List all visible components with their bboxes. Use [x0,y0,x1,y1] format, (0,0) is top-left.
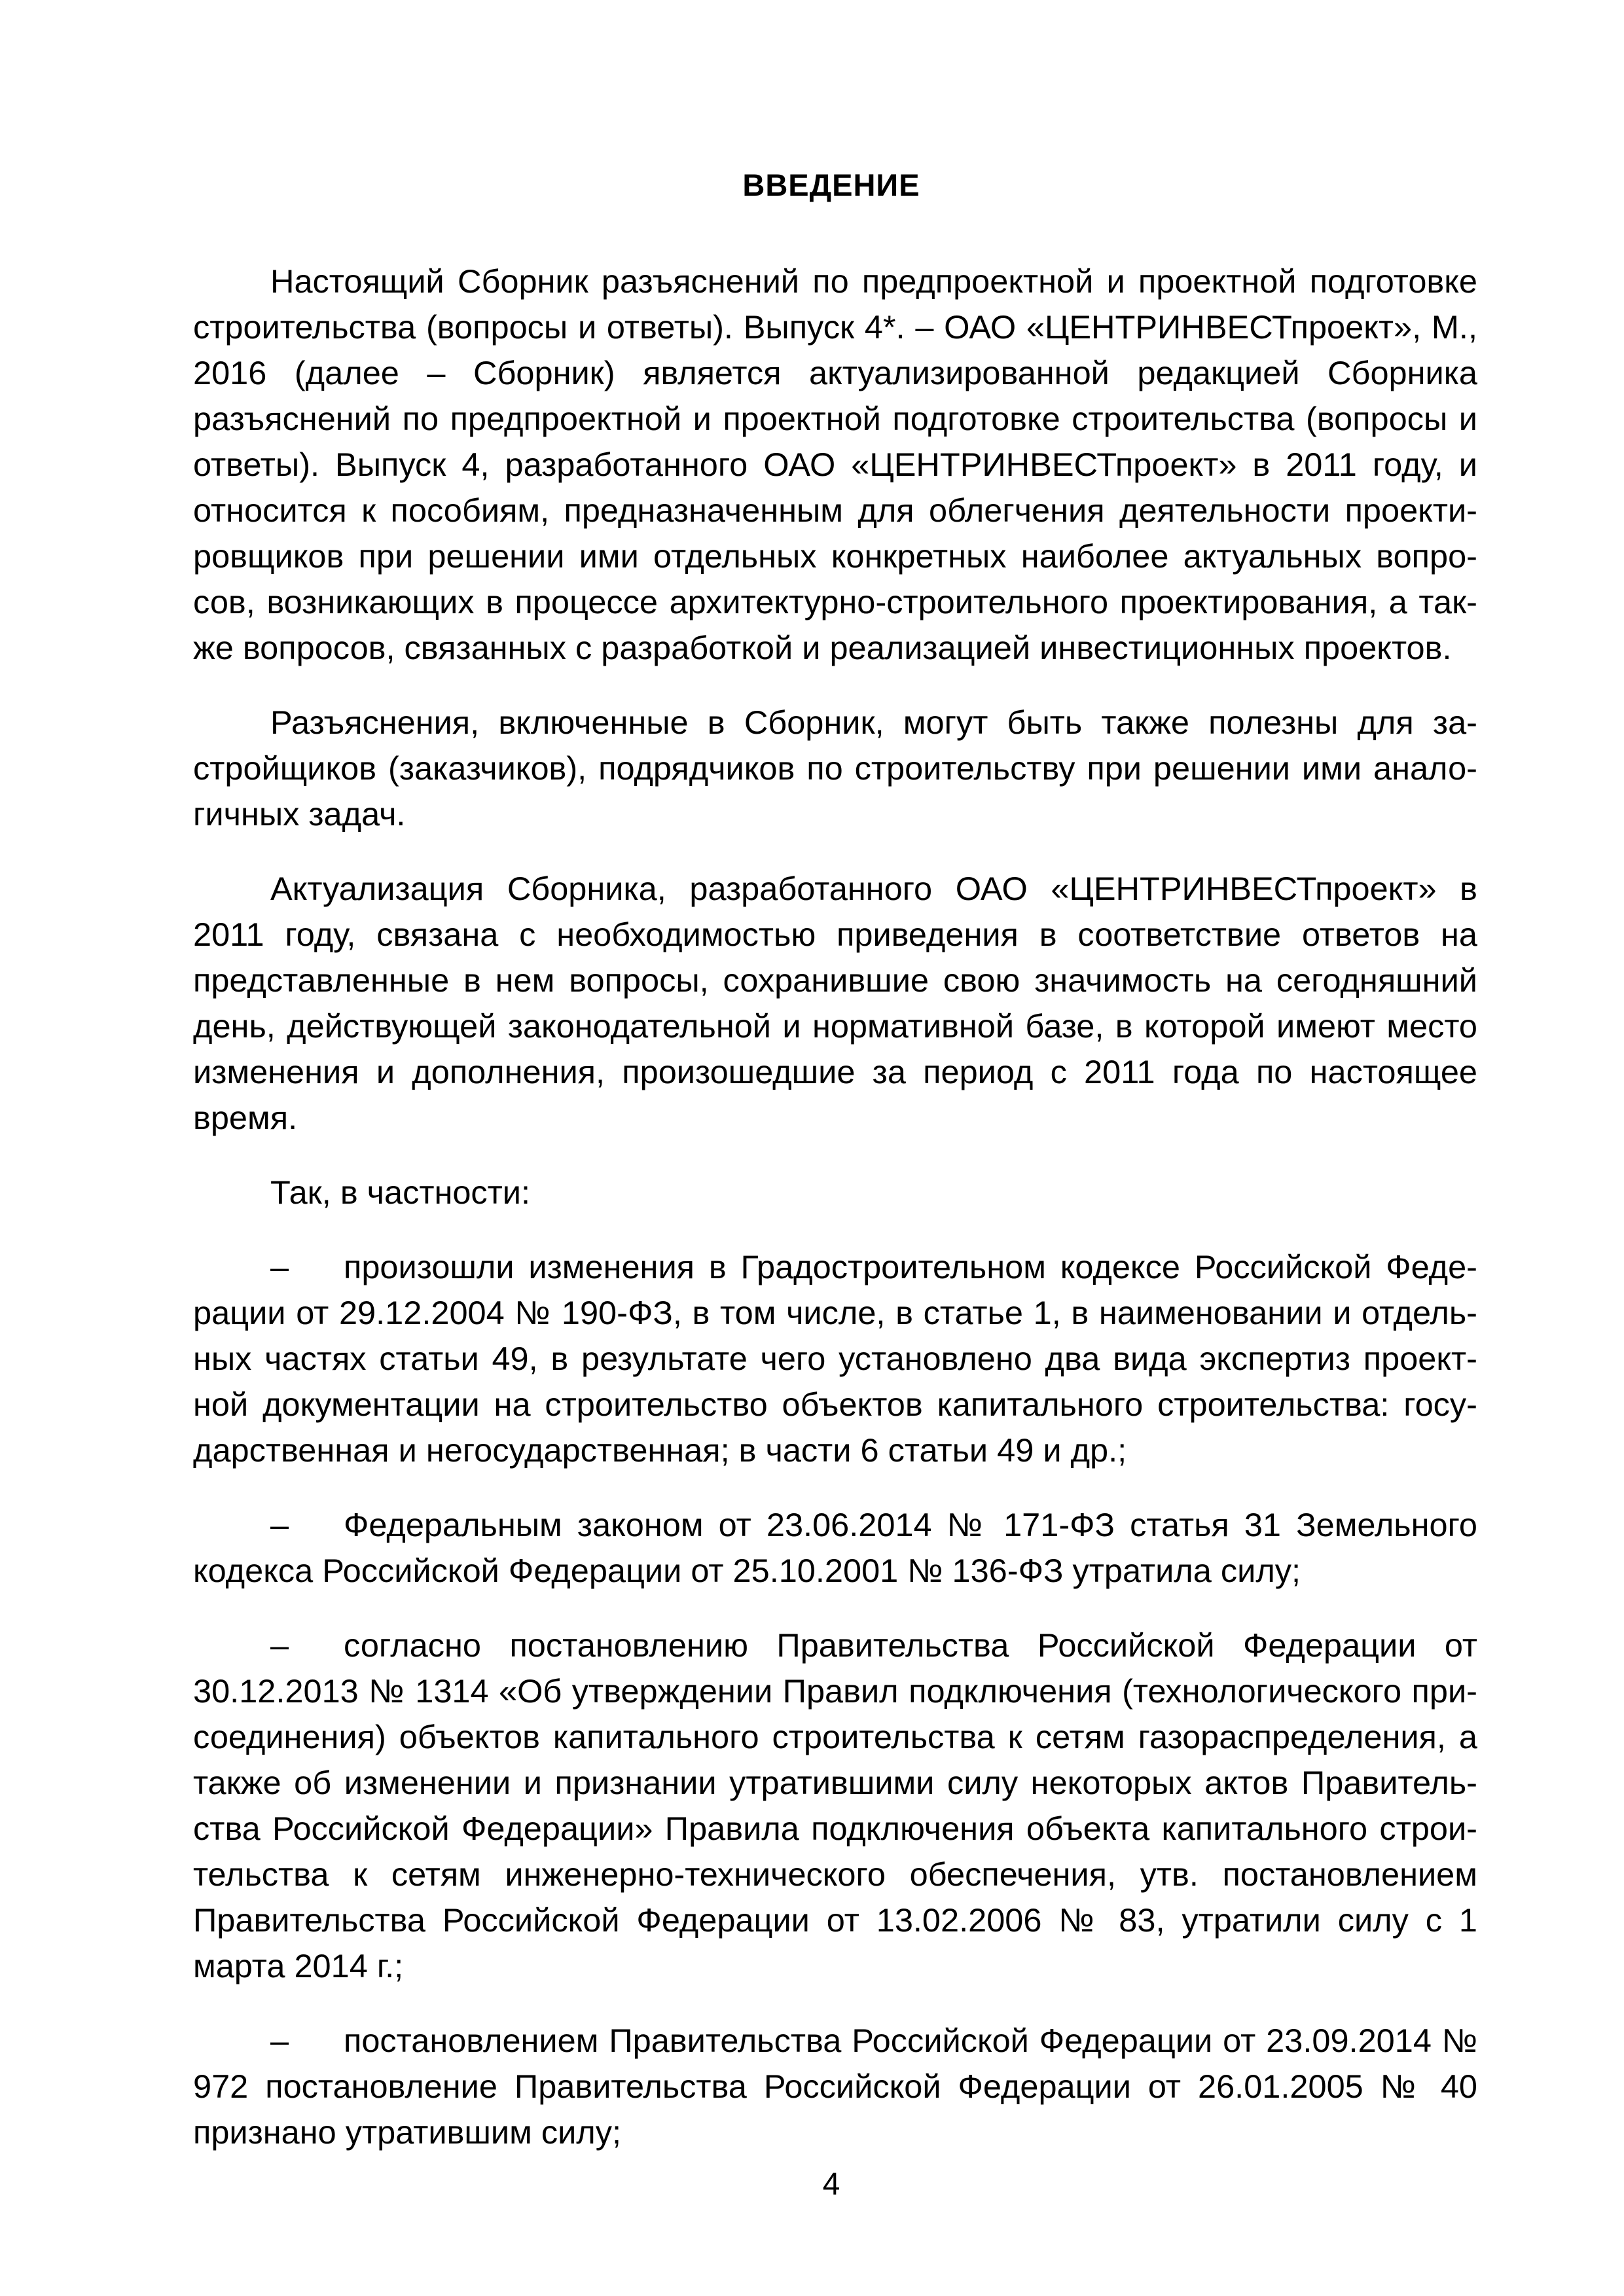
paragraph-actualization: Актуализация Сборника, разработанного ОАО «ЦЕНТРИНВЕСТпроект» в 2011 году, связана с необходимостью приведения в соответствие ответов на представленные в нем вопросы, сохранившие свою значимость на сегодняшний день, действующей законодательной и нормативной базе, в которой имеют место изменения и дополнения, произошедшие за период с 2011 года по настоящее время. [193,870,1477,1136]
section-title: ВВЕДЕНИЕ [742,168,920,202]
paragraph-intro: Настоящий Сборник разъяснений по предпроектной и проектной подготовке строительства (вопросы и ответы). Выпуск 4*. – ОАО «ЦЕНТРИНВЕСТпроект», М., 2016 (далее – Сборник) является актуализированной редакцией Сборника разъяснений по предпроектной и проектной подготовке строительства (вопросы и ответы). Выпуск 4, разработанного ОАО «ЦЕНТРИНВЕСТпроект» в 2011 году, и относится к пособиям, предназначенным для облегчения деятельности проектировщиков при решении ими отдельных конкретных наиболее актуальных вопросов, возникающих в процессе архитектурно-строительного проектирования, а также вопросов, связанных с разработкой и реализацией инвестиционных проектов. [193,262,1477,666]
list-item [193,1244,1477,1473]
list-item-text: Федеральным законом от 23.06.2014 № 171-ФЗ статья 31 Земельного кодекса Российской Федерации от 25.10.2001 № 136-ФЗ утратила силу; [193,1506,1477,1589]
list-item-text: постановлением Правительства Российской Федерации от 23.09.2014 № 972 постановление Правительства Российской Федерации от 26.01.2005 № 40 признано утратившим силу; [193,2022,1477,2151]
list-marker: – [270,1506,289,1543]
list-marker: – [270,1248,289,1285]
list-item [193,2018,1477,2155]
list-item [193,1623,1477,1989]
body-text [193,259,1477,2184]
page-number: 4 [822,2167,840,2202]
paragraph-usefulness: Разъяснения, включенные в Сборник, могут быть также полезны для застройщиков (заказчиков), подрядчиков по строительству при решении ими аналогичных задач. [193,704,1477,833]
paragraph-list-intro: Так, в частности: [270,1174,531,1211]
list-marker: – [270,1626,289,1664]
list-item [193,1502,1477,1594]
list-marker: – [270,2022,289,2059]
list-item-text: произошли изменения в Градостроительном кодексе Российской Федерации от 29.12.2004 № 190-ФЗ, в том числе, в статье 1, в наименовании и отдельных частях статьи 49, в результате чего установлено два вида экспертиз проектной документации на строительство объектов капитального строительства: государственная и негосударственная; в части 6 статьи 49 и др.; [193,1248,1477,1469]
list-item-text: согласно постановлению Правительства Российской Федерации от 30.12.2013 № 1314 «Об утверждении Правил подключения (технологического присоединения) объектов капитального строительства к сетям газораспределения, а также об изменении и признании утратившими силу некоторых актов Правительства Российской Федерации» Правила подключения объекта капитального строительства к сетям инженерно-технического обеспечения, утв. постановлением Правительства Российской Федерации от 13.02.2006 № 83, утратили силу с 1 марта 2014 г.; [193,1626,1477,1984]
